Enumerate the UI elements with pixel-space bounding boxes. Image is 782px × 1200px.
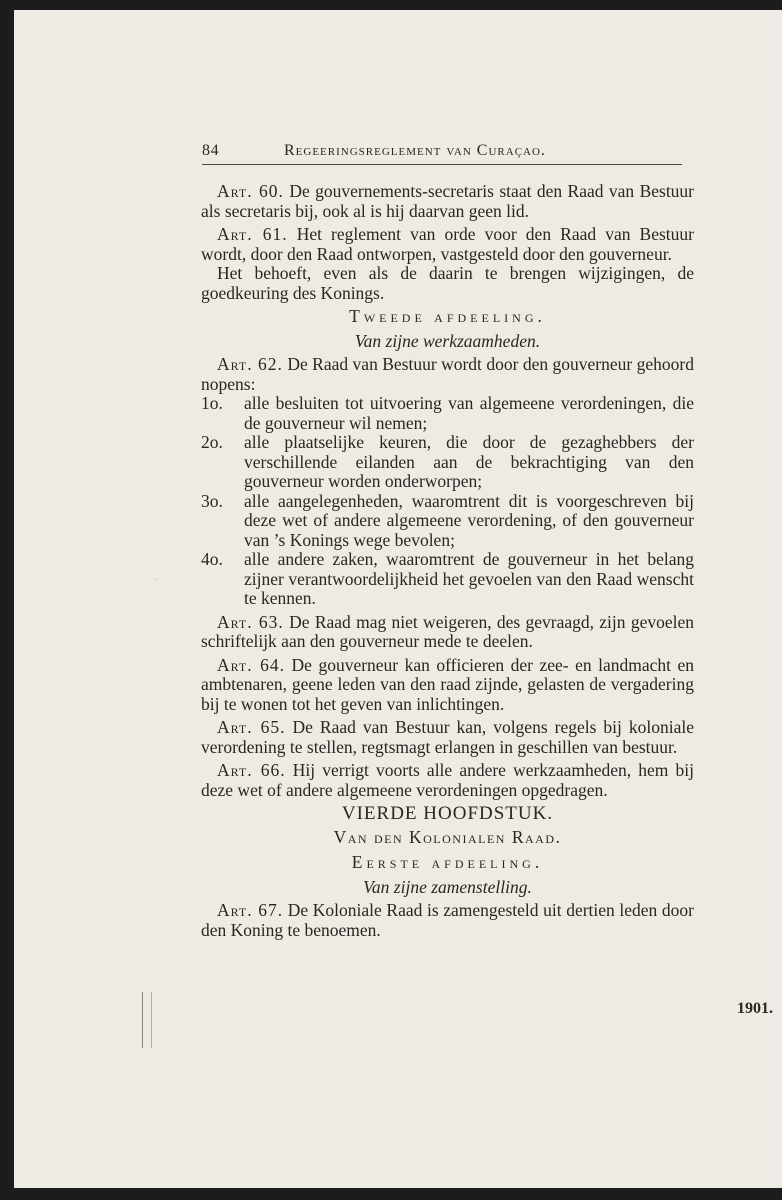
article-66 (201, 761, 694, 800)
article-67 (201, 901, 694, 940)
list-item-number: 1o. (201, 393, 223, 413)
chapter-section-heading: Eerste afdeeling. (351, 852, 544, 872)
list-item-text: alle plaatselijke keuren, die door de gezaghebbers der verschillende eilanden aan de bekrachtiging van den gouverneur worden onderworpen; (244, 432, 694, 491)
article-label: Art. 63. (217, 611, 284, 632)
page-number: 84 (202, 142, 220, 159)
margin-bracket (142, 992, 152, 1048)
article-text: De gouverneur kan officieren der zee- en landmacht en ambtenaren, geene leden van den raad zijnde, gelasten de vergadering bij te wonen tot het geven van inlichtingen. (201, 654, 695, 714)
chapter-subtitle: Van den Kolonialen Raad. (333, 826, 562, 847)
chapter-section-subheading: Van zijne zamenstelling. (363, 876, 532, 897)
article-label: Art. 67. (217, 900, 284, 920)
section-heading: Tweede afdeeling. (349, 306, 546, 326)
running-title: Regeeringsreglement van Curaçao. (284, 142, 546, 159)
article-text: De gouvernements-secretaris staat den Raad van Bestuur als secretaris bij, ook al is hij daarvan geen lid. (201, 181, 695, 221)
document-page (14, 10, 782, 1188)
bleed-through-mark: · (154, 572, 160, 588)
list-item-number: 2o. (201, 432, 223, 452)
list-item-text: alle aangelegenheden, waaromtrent dit is voorgeschreven bij deze wet of andere algemeene verordening, of den gouverneur van ’s Konings wege bevolen; (244, 490, 694, 550)
list-item (201, 433, 694, 492)
list-item (201, 550, 694, 609)
article-60 (201, 182, 694, 221)
article-text: De Raad van Bestuur kan, volgens regels bij koloniale verordening te stellen, regtsmagt erlangen in geschillen van bestuur. (201, 717, 694, 757)
list-item-text: alle besluiten tot uitvoering van algemeene verordeningen, die de gouverneur wil nemen; (244, 393, 694, 433)
page-body (201, 182, 694, 940)
article-62 (201, 355, 694, 394)
article-text: Het reglement van orde voor den Raad van Bestuur wordt, door den Raad ontworpen, vastgesteld door den gouverneur. (201, 224, 694, 264)
article-63 (201, 613, 694, 652)
running-header (202, 140, 682, 165)
section-subheading: Van zijne werkzaamheden. (354, 330, 541, 351)
chapter-title: VIERDE HOOFDSTUK. (341, 803, 554, 824)
list-item-text: alle andere zaken, waaromtrent de gouverneur in het belang zijner verantwoordelijkheid het gevoelen van den Raad wenscht te kennen. (244, 549, 694, 608)
article-label: Art. 61. (217, 224, 288, 244)
list-item-number: 3o. (201, 490, 223, 511)
article-label: Art. 66. (217, 760, 286, 780)
list-item (201, 492, 694, 551)
article-65 (201, 718, 694, 757)
article-61-paragraph-2: Het behoeft, even als de daarin te brengen wijzigingen, de goedkeuring des Konings. (201, 263, 694, 303)
article-text: De Koloniale Raad is zamengesteld uit dertien leden door den Koning te benoemen. (201, 900, 694, 940)
article-text: De Raad mag niet weigeren, des gevraagd, zijn gevoelen schriftelijk aan den gouverneur mede te deelen. (201, 611, 695, 651)
article-label: Art. 60. (217, 181, 284, 201)
article-label: Art. 65. (217, 717, 286, 737)
article-text: Hij verrigt voorts alle andere werkzaamheden, hem bij deze wet of andere algemeene verordeningen opgedragen. (201, 760, 695, 800)
article-text: De Raad van Bestuur wordt door den gouverneur gehoord nopens: (201, 354, 694, 394)
article-61 (201, 225, 694, 264)
article-label: Art. 62. (217, 354, 283, 374)
list-item-number: 4o. (201, 549, 223, 569)
article-label: Art. 64. (217, 654, 286, 675)
list-item (201, 394, 694, 433)
article-64 (201, 656, 694, 715)
margin-year-note: 1901. (737, 1000, 773, 1017)
